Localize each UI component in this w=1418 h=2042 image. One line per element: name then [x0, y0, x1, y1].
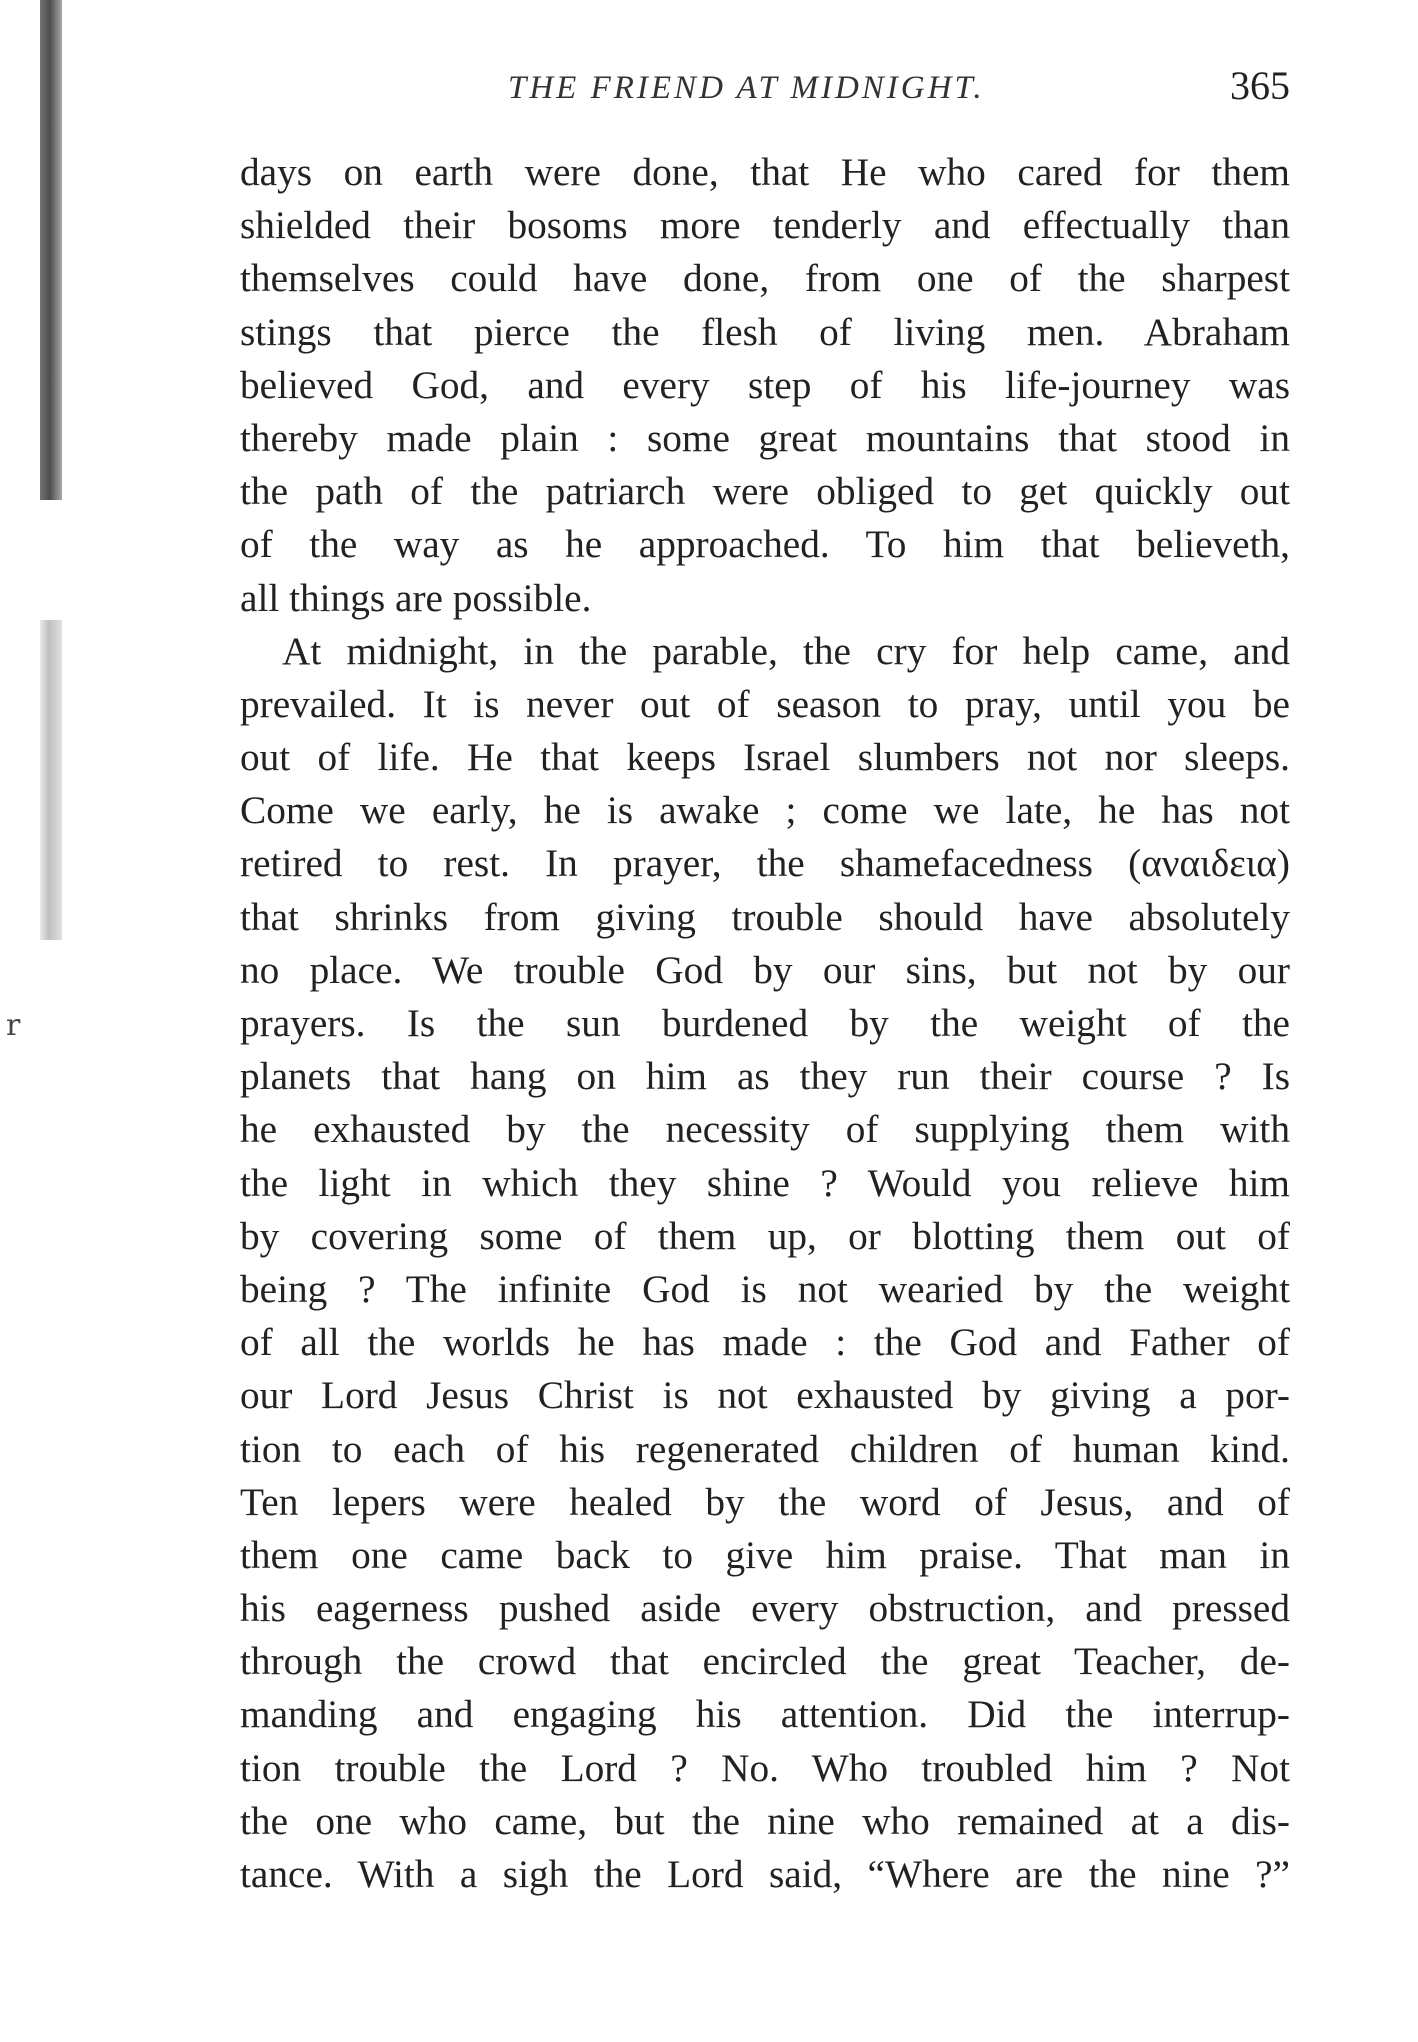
text-line: tance. With a sigh the Lord said, “Where are the nine ?” — [240, 1852, 1290, 1896]
text-line: stings that pierce the flesh of living men. Abraham — [240, 309, 1290, 354]
text-line: retired to rest. In prayer, the shamefacedness (αναιδεια) — [240, 841, 1290, 886]
text-line: believed God, and every step of his life-journey was — [240, 362, 1290, 407]
text-line: through the crowd that encircled the great Teacher, de- — [240, 1639, 1290, 1684]
text-line: manding and engaging his attention. Did the interrup- — [240, 1692, 1290, 1737]
text-line: our Lord Jesus Christ is not exhausted by giving a por- — [240, 1373, 1290, 1418]
text-line: planets that hang on him as they run their course ? Is — [240, 1054, 1290, 1099]
text-line: shielded their bosoms more tenderly and effectually than — [240, 203, 1290, 248]
text-line: days on earth were done, that He who cared for them — [240, 150, 1290, 194]
scan-binding-edge — [40, 0, 62, 1500]
text-line: them one came back to give him praise. That man in — [240, 1532, 1290, 1577]
text-line: Come we early, he is awake ; come we late, he has not — [240, 788, 1290, 833]
margin-mark: r — [6, 1008, 21, 1043]
text-line: that shrinks from giving trouble should have absolutely — [240, 894, 1290, 939]
text-line: his eagerness pushed aside every obstruction, and pressed — [240, 1586, 1290, 1631]
text-line: no place. We trouble God by our sins, but not by our — [240, 947, 1290, 992]
body-text — [240, 146, 1290, 1901]
text-line: he exhausted by the necessity of supplying them with — [240, 1107, 1290, 1152]
text-line: all things are possible. — [240, 575, 592, 620]
binding-shadow-light — [40, 620, 62, 940]
text-line: out of life. He that keeps Israel slumbers not nor sleeps. — [240, 735, 1290, 780]
binding-shadow-dark — [40, 0, 62, 500]
text-line: by covering some of them up, or blotting them out of — [240, 1213, 1290, 1258]
page-header — [240, 62, 1290, 122]
paragraph-start-line: At midnight, in the parable, the cry for help came, and — [282, 628, 1290, 673]
text-line: prevailed. It is never out of season to pray, until you be — [240, 681, 1290, 726]
text-line: the path of the patriarch were obliged to get quickly out — [240, 469, 1290, 514]
text-line: of the way as he approached. To him that believeth, — [240, 522, 1290, 567]
running-title: THE FRIEND AT MIDNIGHT. — [508, 70, 985, 106]
text-line: prayers. Is the sun burdened by the weight of the — [240, 1001, 1290, 1045]
text-line: tion trouble the Lord ? No. Who troubled him ? Not — [240, 1745, 1290, 1790]
page-number: 365 — [1230, 63, 1290, 108]
text-line: thereby made plain : some great mountains that stood in — [240, 415, 1290, 460]
text-line: Ten lepers were healed by the word of Jesus, and of — [240, 1479, 1290, 1524]
text-line: themselves could have done, from one of the sharpest — [240, 256, 1290, 301]
text-line: being ? The infinite God is not wearied by the weight — [240, 1266, 1290, 1311]
text-line: tion to each of his regenerated children of human kind. — [240, 1426, 1290, 1471]
text-line: the one who came, but the nine who remained at a dis- — [240, 1798, 1290, 1843]
text-line: the light in which they shine ? Would you relieve him — [240, 1160, 1290, 1205]
text-line: of all the worlds he has made : the God and Father of — [240, 1320, 1290, 1365]
